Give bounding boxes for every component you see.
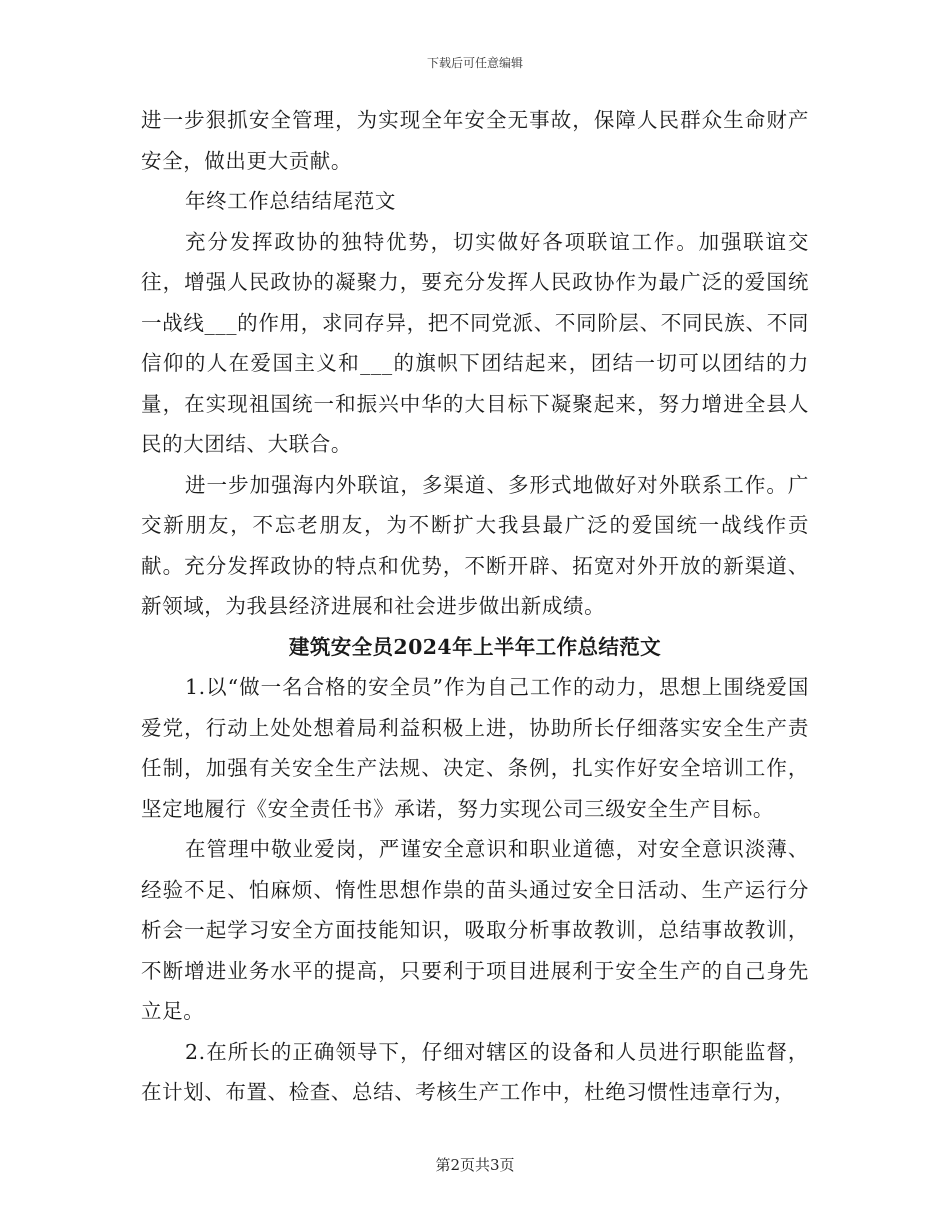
paragraph-4: 进一步加强海内外联谊，多渠道、多形式地做好对外联系工作。广交新朋友，不忘老朋友，为不断扩大我县最广泛的爱国统一战线作贡献。充分发挥政协的特点和优势，不断开辟、拓宽对外开放的新渠道、新领域，为我县经济进展和社会进步做出新成绩。 <box>141 472 809 618</box>
paragraph-6: 在管理中敬业爱岗，严谨安全意识和职业道德，对安全意识淡薄、经验不足、怕麻烦、惰性思想作祟的苗头通过安全日活动、生产运行分析会一起学习安全方面技能知识，吸取分析事故教训，总结事故教训，不断增进业务水平的提高，只要利于项目进展利于安全生产的自己身先立足。 <box>141 837 809 1023</box>
paragraph-5: 1.以“做一名合格的安全员”作为自己工作的动力，思想上围绕爱国爱党，行动上处处想着局利益积极上进，协助所长仔细落实安全生产责任制，加强有关安全生产法规、决定、条例，扎实作好安全培训工作，坚定地履行《安全责任书》承诺，努力实现公司三级安全生产目标。 <box>141 675 809 821</box>
paragraph-3: 充分发挥政协的独特优势，切实做好各项联谊工作。加强联谊交往，增强人民政协的凝聚力，要充分发挥人民政协作为最广泛的爱国统一战线___的作用，求同存异，把不同党派、不同阶层、不同民族、不同信仰的人在爱国主义和___的旗帜下团结起来，团结一切可以团结的力量，在实现祖国统一和振兴中华的大目标下凝聚起来，努力增进全县人民的大团结、大联合。 <box>141 229 809 456</box>
paragraph-subtitle: 年终工作总结结尾范文 <box>185 189 396 213</box>
document-body <box>141 100 809 1113</box>
section-heading: 建筑安全员2024年上半年工作总结范文 <box>288 634 662 659</box>
paragraph-7: 2.在所长的正确领导下，仔细对辖区的设备和人员进行职能监督，在计划、布置、检查、总结、考核生产工作中，杜绝习惯性违章行为， <box>141 1039 809 1104</box>
paragraph-1: 进一步狠抓安全管理，为实现全年安全无事故，保障人民群众生命财产安全，做出更大贡献。 <box>141 108 809 173</box>
header-note: 下载后可任意编辑 <box>426 56 523 70</box>
page-number: 第2页共3页 <box>435 1156 515 1174</box>
